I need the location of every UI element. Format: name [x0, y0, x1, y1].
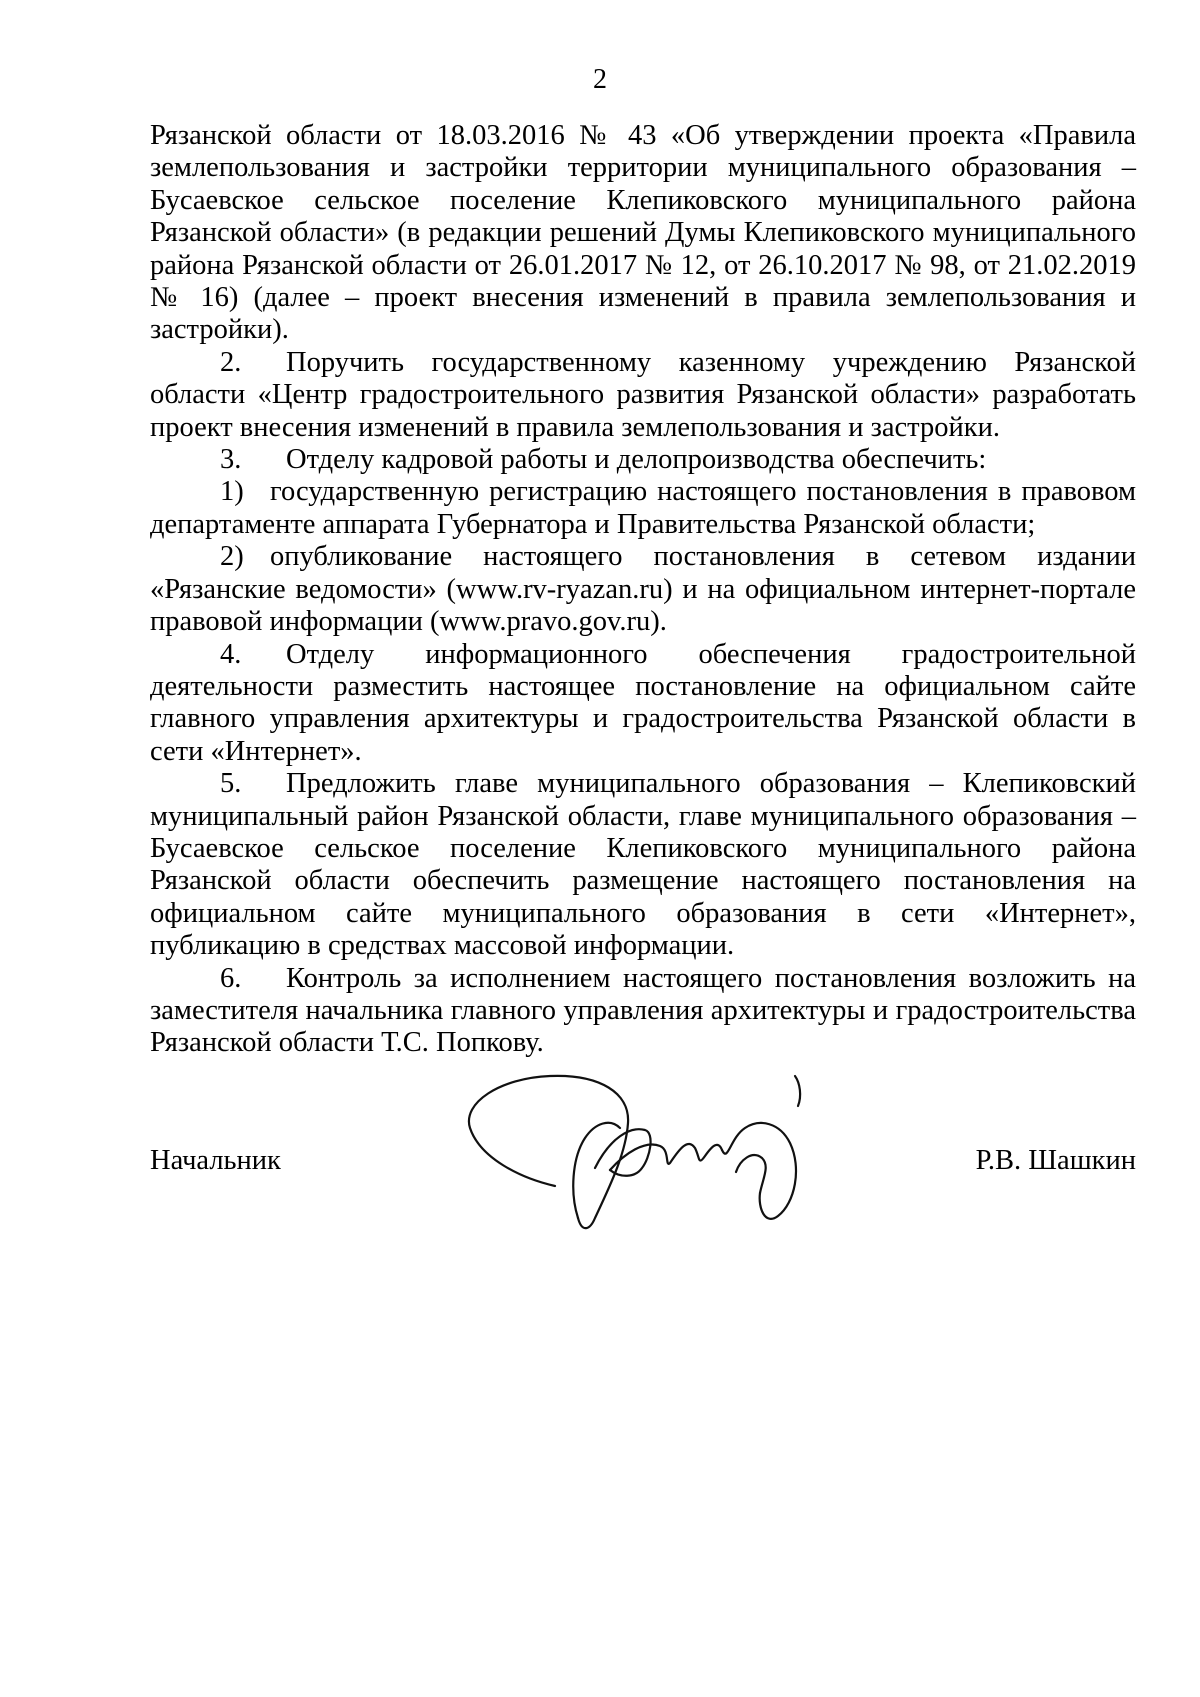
- paragraph-subitem-1: [150, 476, 1136, 541]
- item-number: 6.: [220, 962, 242, 994]
- paragraph-item-2: [150, 347, 1136, 444]
- subitem-number: 1): [220, 476, 244, 508]
- paragraph-text: Предложить главе муниципального образования – Клепиковский муниципальный район Рязанской области, главе муниципального образования – Бусаевское сельское поселение Клепиковского муниципального района Рязанской области обеспечить размещение настоящего постановления на официальном сайте муниципального образования в сети «Интернет», публикацию в средствах массовой информации.: [150, 768, 1136, 962]
- paragraph-item-6: [150, 963, 1136, 1060]
- paragraph-item-5: [150, 768, 1136, 962]
- paragraph-text: Отделу информационного обеспечения градостроительной деятельности разместить настоящее постановление на официальном сайте главного управления архитектуры и градостроительства Рязанской области в сети «Интернет».: [150, 638, 1136, 767]
- paragraph-text: Поручить государственному казенному учреждению Рязанской области «Центр градостроительного развития Рязанской области» разработать проект внесения изменений в правила землепользования и застройки.: [150, 346, 1136, 443]
- item-number: 4.: [220, 638, 242, 670]
- item-number: 5.: [220, 768, 242, 800]
- paragraph-item-3: [150, 444, 1136, 476]
- page-number: 2: [593, 64, 607, 95]
- handwritten-signature: [460, 1068, 820, 1238]
- paragraph-text: Рязанской области от 18.03.2016 № 43 «Об утверждении проекта «Правила землепользования и застройки территории муниципального образования – Бусаевское сельское поселение Клепиковского муниципального района Рязанской области» (в редакции решений Думы Клепиковского муниципального района Рязанской области от 26.01.2017 № 12, от 26.10.2017 № 98, от 21.02.2019 № 16) (далее – проект внесения изменений в правила землепользования и застройки).: [150, 120, 1136, 346]
- paragraph-text: Отделу кадровой работы и делопроизводства обеспечить:: [286, 444, 987, 476]
- subitem-number: 2): [220, 541, 244, 573]
- item-number: 3.: [220, 444, 242, 476]
- signatory-name: Р.В. Шашкин: [975, 1145, 1136, 1176]
- item-number: 2.: [220, 346, 242, 378]
- document-body: [150, 120, 1136, 1060]
- paragraph-text: Контроль за исполнением настоящего постановления возложить на заместителя начальника главного управления архитектуры и градостроительства Рязанской области Т.С. Попкову.: [150, 962, 1136, 1059]
- paragraph-text: опубликование настоящего постановления в сетевом издании «Рязанские ведомости» (www.rv-ryazan.ru) и на официальном интернет-портале правовой информации (www.pravo.gov.ru).: [150, 541, 1136, 638]
- paragraph-text: государственную регистрацию настоящего постановления в правовом департаменте аппарата Губернатора и Правительства Рязанской области;: [150, 476, 1136, 540]
- signatory-title: Начальник: [150, 1145, 281, 1176]
- paragraph-item-4: [150, 639, 1136, 769]
- paragraph-continuation: [150, 120, 1136, 347]
- paragraph-subitem-2: [150, 541, 1136, 638]
